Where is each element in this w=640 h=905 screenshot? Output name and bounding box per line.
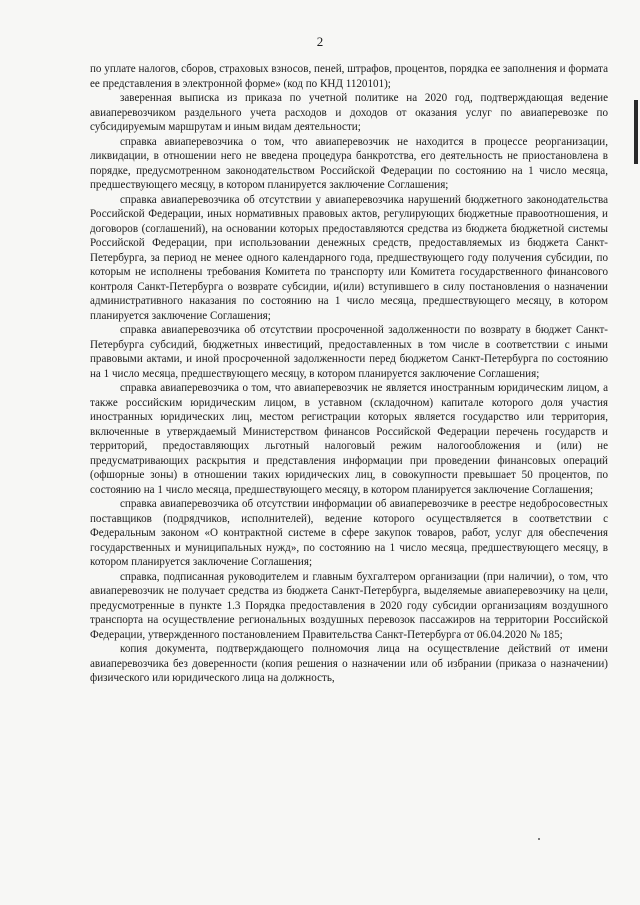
paragraph-budget-violations-certificate: справка авиаперевозчика об отсутствии у авиаперевозчика нарушений бюджетного законодательства Российской Федерации, иных нормативных правовых актов, регулирующих бюджетные правоотношения, и договоров (соглашений), на основании которых предоставляются средства из бюджета бюджетной системы Российской Федерации, при использовании денежных средств, предоставляемых из бюджета Санкт-Петербурга, за период не менее одного календарного года, предшествующего году получения субсидии, по которым не исполнены требования Комитета по транспорту или Комитета государственного финансового контроля Санкт-Петербурга о возврате субсидии, и(или) вступившего в силу постановления о назначении административного наказания по состоянию на 1 число месяца, предшествующего месяцу, в котором планируется заключение Соглашения; [90, 193, 608, 322]
paragraph-foreign-entity-certificate: справка авиаперевозчика о том, что авиаперевозчик не является иностранным юридическим лицом, а также российским юридическим лицом, в уставном (складочном) капитале которого доля участия иностранных юридических лиц, местом регистрации которых является государство или территория, включенные в утверждаемый Министерством финансов Российской Федерации перечень государств и территорий, предоставляющих льготный налоговый режим налогообложения и (или) не предусматривающих раскрытия и представления информации при проведении финансовых операций (офшорные зоны) в отношении таких юридических лиц, в совокупности превышает 50 процентов, по состоянию на 1 число месяца, предшествующего месяцу, в котором планируется заключение Соглашения; [90, 382, 608, 496]
paragraph-reorganization-certificate: справка авиаперевозчика о том, что авиаперевозчик не находится в процессе реорганизации, ликвидации, в отношении него не введена процедура банкротства, его деятельность не приостановлена в порядке, предусмотренном законодательством Российской Федерации по состоянию на 1 число месяца, предшествующего месяцу, в котором планируется заключение Соглашения; [90, 135, 608, 191]
paragraph-no-budget-funds-certificate: справка, подписанная руководителем и главным бухгалтером организации (при наличии), о том, что авиаперевозчик не получает средства из бюджета Санкт-Петербурга, выделяемые авиаперевозчику на цели, предусмотренные в пункте 1.3 Порядка предоставления в 2020 году субсидии организациям воздушного транспорта на осуществление региональных воздушных перевозок пассажиров на территории Российской Федерации, утвержденного постановлением Правительства Санкт-Петербурга от 06.04.2020 № 185; [90, 570, 608, 641]
scan-edge-mark [634, 100, 638, 164]
paragraph-accounting-policy-extract: заверенная выписка из приказа по учетной политике на 2020 год, подтверждающая ведение авиаперевозчиком раздельного учета расходов и доходов от оказания услуг по авиаперевозке по субсидируемым маршрутам и иным видам деятельности; [90, 92, 608, 133]
paragraph-overdue-debt-certificate: справка авиаперевозчика об отсутствии просроченной задолженности по возврату в бюджет Санкт-Петербурга субсидий, бюджетных инвестиций, предоставленных в том числе в соответствии с иными правовыми актами, и иной просроченной задолженности перед бюджетом Санкт-Петербурга по состоянию на 1 число месяца, предшествующего месяцу, в котором планируется заключение Соглашения; [90, 324, 608, 380]
scan-speck [538, 838, 540, 840]
paragraph-unscrupulous-suppliers-certificate: справка авиаперевозчика об отсутствии информации об авиаперевозчике в реестре недобросовестных поставщиков (подрядчиков, исполнителей), ведение которого осуществляется в соответствии с Федеральным законом «О контрактной системе в сфере закупок товаров, работ, услуг для обеспечения государственных и муниципальных нужд», по состоянию на 1 число месяца, предшествующего месяцу, в котором планируется заключение Соглашения; [90, 498, 608, 568]
paragraph-tax-form-continuation: по уплате налогов, сборов, страховых взносов, пеней, штрафов, процентов, порядка ее заполнения и формата ее представления в электронной форме» (код по КНД 1120101); [90, 63, 608, 90]
document-body [90, 62, 608, 686]
paragraph-authority-document-copy: копия документа, подтверждающего полномочия лица на осуществление действий от имени авиаперевозчика без доверенности (копия решения о назначении или об избрании (приказа о назначении) физического или юридического лица на должность, [90, 643, 608, 684]
page-number: 2 [316, 34, 324, 49]
